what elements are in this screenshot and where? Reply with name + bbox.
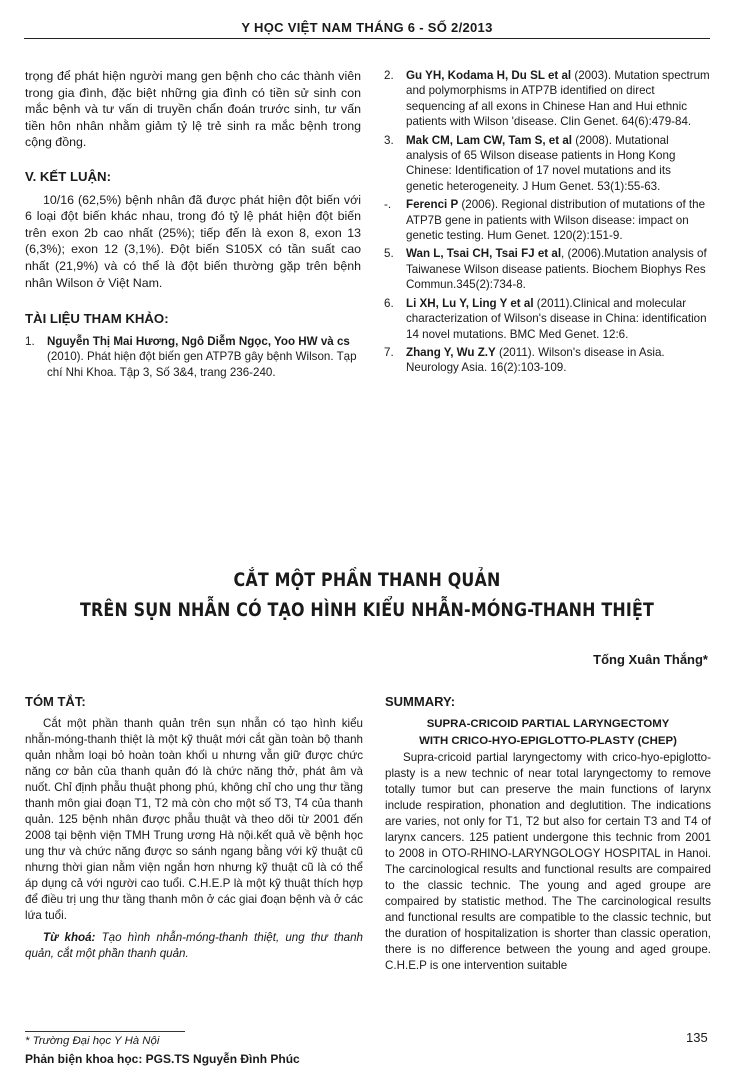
reference-number: 1. [25,334,35,348]
reference-item [384,197,710,243]
reference-authors: Mak CM, Lam CW, Tam S, et al [406,133,572,147]
references-title: TÀI LIỆU THAM KHẢO: [25,311,169,327]
intro-paragraph: trọng để phát hiện người mang gen bệnh cho các thành viên trong gia đình, đặc biệt những gia đình có tiền sử sinh con mắc bệnh và tư vấn di truyền chẩn đoán trước sinh, tư vấn tiền hôn nhân nhằm giảm tỷ lệ trẻ sinh ra mắc bệnh trong cộng đồng. [25,69,361,150]
article-title-line-1: CẮT MỘT PHẦN THANH QUẢN [233,570,501,591]
footnote-rule [25,1031,185,1032]
summary-english [385,694,711,974]
reference-number: 3. [384,133,394,147]
reference-details: (2011).Clinical and molecular characterization of Wilson's disease in China: identification 14 novel mutations. BMC Med Genet. 12:6. [406,296,707,341]
reference-number: 2. [384,69,394,82]
reference-item [25,334,361,380]
reference-details: (2008). Mutational analysis of 65 Wilson disease patients in Hong Kong Chinese: Identification of 17 novel mutations and its genetic heterogeneity. J Hum Genet. 53(1):55-63. [406,133,676,193]
reference-details: , (2006).Mutation analysis of Taiwanese Wilson disease patients. Biochem Biophys Res Commun.345(2):734-8. [406,247,707,292]
summary-subtitle-2: WITH CRICO-HYO-EPIGLOTTO-PLASTY (CHEP) [419,735,677,747]
reference-details: (2006). Regional distribution of mutations of the ATP7B gene in patients with Wilson disease: impact on genetic testing. Hum Genet. 120(2):151-9. [406,198,706,243]
reference-details: (2011). Wilson's disease in Asia. Neurology Asia. 16(2):103-109. [406,345,665,375]
conclusion-title: V. KẾT LUẬN: [25,168,111,184]
reference-authors: Gu YH, Kodama H, Du SL et al [406,69,572,82]
keywords-label: Từ khoá: [43,931,96,944]
reference-number: 7. [384,345,394,359]
keywords [25,930,363,962]
summary-title: SUMMARY: [385,694,456,709]
reference-details: (2010). Phát hiện đột biến gen ATP7B gây bệnh Wilson. Tạp chí Nhi Khoa. Tập 3, Số 3&4, trang 236-240. [47,350,357,379]
reference-authors: Wan L, Tsai CH, Tsai FJ et al [406,247,562,261]
reference-item [384,68,710,130]
journal-header: Y HỌC VIỆT NAM THÁNG 6 - SỐ 2/2013 [241,20,493,35]
reference-list-left [25,334,361,380]
reference-authors: Zhang Y, Wu Z.Y [406,345,496,359]
reference-item [384,296,710,342]
header-rule [24,38,710,39]
reference-authors: Ferenci P [406,198,459,212]
reference-item [384,246,710,292]
abstract-text: Cắt một phần thanh quản trên sụn nhẫn có tạo hình kiểu nhẫn-móng-thanh thiệt là một kỹ thuật mới cắt gần toàn bộ thanh quản nhằm loại bỏ hoàn toàn khối u nhưng vẫn giữ được chức năng cơ bản của thanh quản đó là chức năng thở, phát âm và nuốt. Chỉ định phẫu thuật phong phú, không chỉ cho ung thư tầng thanh môn giai đoạn T1, T2 mà còn cho một số T3, T4 của thanh quản. 125 bệnh nhân được phẫu thuật và theo dõi từ 2001 đến 2008 tại bệnh viện TMH Trung ương Hà nội.kết quả về bệnh học ung thư và chức năng được so sánh ngang bằng với kỹ thuật cũ nhưng thời gian nằm viện ngắn hơn nhưng kỹ thuật cũ là có thể áp dụng cả với người cao tuổi. C.H.E.P là một kỹ thuật thích hợp để điều trị ung thư tầng thanh môn ở các giai đoạn bệnh và ở các lứa tuổi. [25,717,363,922]
reference-number: 5. [384,247,394,261]
reference-item [384,345,710,376]
article-author: Tống Xuân Thắng* [593,652,708,667]
right-column [384,68,710,379]
conclusion-text: 10/16 (62,5%) bệnh nhân đã được phát hiện đột biến với 6 loại đột biến khác nhau, trong đó tỷ lệ phát hiện đột biến trên exon 2b cao nhất (25%); tiếp đến là exon 8, exon 13 (6,3%); exon 12 (3,1%). Đột biến S105X có tần suất cao nhất (21,9%) và có thể là đột biến thường gặp trên bệnh nhân Wilson ở Việt Nam. [25,192,361,290]
article-title-line-2: TRÊN SỤN NHẪN CÓ TẠO HÌNH KIỂU NHẪN-MÓNG-THANH THIỆT [79,600,655,621]
summary-subtitle-1: SUPRA-CRICOID PARTIAL LARYNGECTOMY [426,718,670,730]
keywords-text: Tạo hình nhẫn-móng-thanh thiệt, ung thư thanh quản, cắt một phần thanh quản. [25,931,363,960]
summary-text: Supra-cricoid partial laryngectomy with crico-hyo-epiglotto-plasty is a new technic of near total laryngectomy to remove totally tumor but can preserve the main functions of larynx include respiration, phonation and deglutition. The indications are varies, not only for T1, T2 but also for certain T3 and T4 of larynx cancers. 125 patient undergone this technic from 2001 to 2008 in OTO-RHINO-LARYNGOLOGY HOSPITAL in Hanoi. The carcinological results and functional results are compaired to the classic technic. The young and aged groupe are compaired by statistic method. The The carcinological results and functional results are compatible to the classic technic, but the duration of hospitalization is shorter than classic operation, there is no difference between the young and aged groupe. C.H.E.P is one intervention suitable [385,751,711,972]
footnote-reviewer: Phản biện khoa học: PGS.TS Nguyễn Đình Phúc [25,1052,300,1066]
reference-details: (2003). Mutation spectrum and polymorphisms in ATP7B identified on direct sequencing af all exons in Chinese Han and Hui ethnic patients with Wilson 'disease. Clin Genet. 64(6):479-84. [406,69,710,129]
page-number: 135 [686,1030,708,1045]
article-title [0,566,734,626]
reference-item [384,133,710,195]
abstract-vietnamese [25,694,363,962]
reference-number: 6. [384,296,394,310]
reference-authors: Li XH, Lu Y, Ling Y et al [406,296,534,310]
reference-number: -. [384,198,392,212]
left-column [25,68,361,383]
abstract-title: TÓM TẮT: [25,694,86,709]
reference-authors: Nguyễn Thị Mai Hương, Ngô Diễm Ngọc, Yoo HW và cs [47,334,350,348]
reference-list-right [384,68,710,376]
footnote-affiliation: * Trường Đại học Y Hà Nội [25,1035,160,1047]
